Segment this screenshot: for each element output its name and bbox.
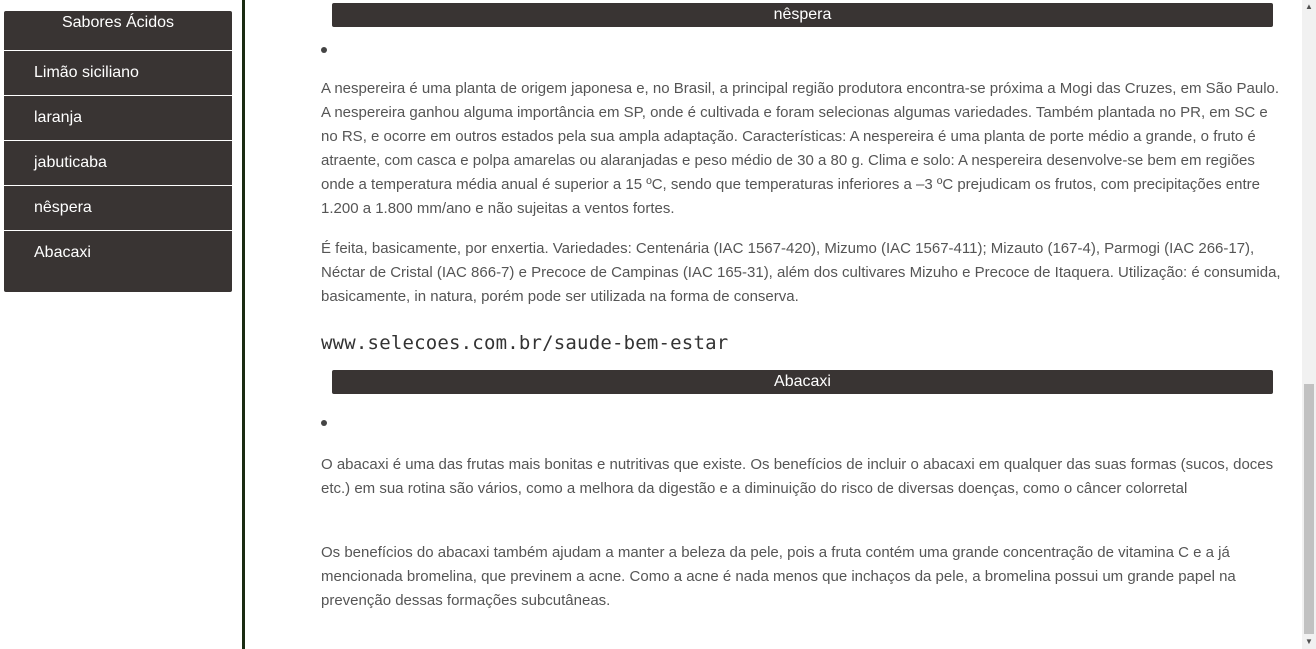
scrollbar-thumb[interactable] [1304,384,1314,634]
vertical-scrollbar[interactable] [1302,0,1316,649]
sidebar-item-nespera[interactable]: nêspera [4,186,232,231]
section-heading-nespera: nêspera [332,3,1273,27]
sidebar-item-jabuticaba[interactable]: jabuticaba [4,141,232,186]
sidebar-title: Sabores Ácidos [4,11,232,51]
vertical-divider [242,0,245,649]
paragraph-abacaxi-2: Os benefícios do abacaxi também ajudam a manter a beleza da pele, pois a fruta contém uma grande concentração de vitamina C e a já mencionada bromelina, que previnem a acne. Como a acne é nada menos que inchaços da pele, a bromelina possui um grande papel na prevenção dessas formações subcutâneas. [321,544,1236,609]
sidebar-item-abacaxi[interactable]: Abacaxi [34,244,91,261]
scroll-down-arrow-icon[interactable]: ▼ [1305,637,1313,646]
sidebar-item-laranja[interactable]: laranja [4,96,232,141]
sidebar-item-limao-siciliano[interactable]: Limão siciliano [4,51,232,96]
paragraph-nespera-1: A nespereira é uma planta de origem japonesa e, no Brasil, a principal região produtora encontra-se próxima a Mogi das Cruzes, em São Paulo. A nespereira ganhou alguma importância em SP, onde é cultivada e foram selecionas algumas variedades. Também plantada no PR, em SC e no RS, e ocorre em outros estados pela sua ampla adaptação. Características: A nespereira é uma planta de porte médio a grande, o fruto é atraente, com casca e polpa amarelas ou alaranjadas e peso médio de 30 a 80 g. Clima e solo: A nespereira desenvolve-se bem em regiões onde a temperatura média anual é superior a 15 ºC, sendo que temperaturas inferiores a –3 ºC prejudicam os frutos, com precipitações entre 1.200 a 1.800 mm/ano e não sujeitas a ventos fortes. [321,80,1280,217]
list-bullet [321,420,327,426]
sidebar-menu [4,11,232,292]
scroll-up-arrow-icon[interactable]: ▲ [1305,2,1313,11]
list-bullet [321,47,327,53]
source-url: www.selecoes.com.br/saude-bem-estar [321,332,729,354]
paragraph-abacaxi-1: O abacaxi é uma das frutas mais bonitas e nutritivas que existe. Os benefícios de incluir o abacaxi em qualquer das suas formas (sucos, doces etc.) em sua rotina são vários, como a melhora da digestão e a diminuição do risco de diversas doenças, como o câncer colorretal [321,456,1274,497]
paragraph-nespera-2: É feita, basicamente, por enxertia. Variedades: Centenária (IAC 1567-420), Mizumo (IAC 1567-411); Mizauto (167-4), Parmogi (IAC 266-17), Néctar de Cristal (IAC 866-7) e Precoce de Campinas (IAC 165-31), além dos cultivares Mizuho e Precoce de Itaquera. Utilização: é consumida, basicamente, in natura, porém pode ser utilizada na forma de conserva. [321,240,1281,305]
section-heading-abacaxi: Abacaxi [332,370,1273,394]
